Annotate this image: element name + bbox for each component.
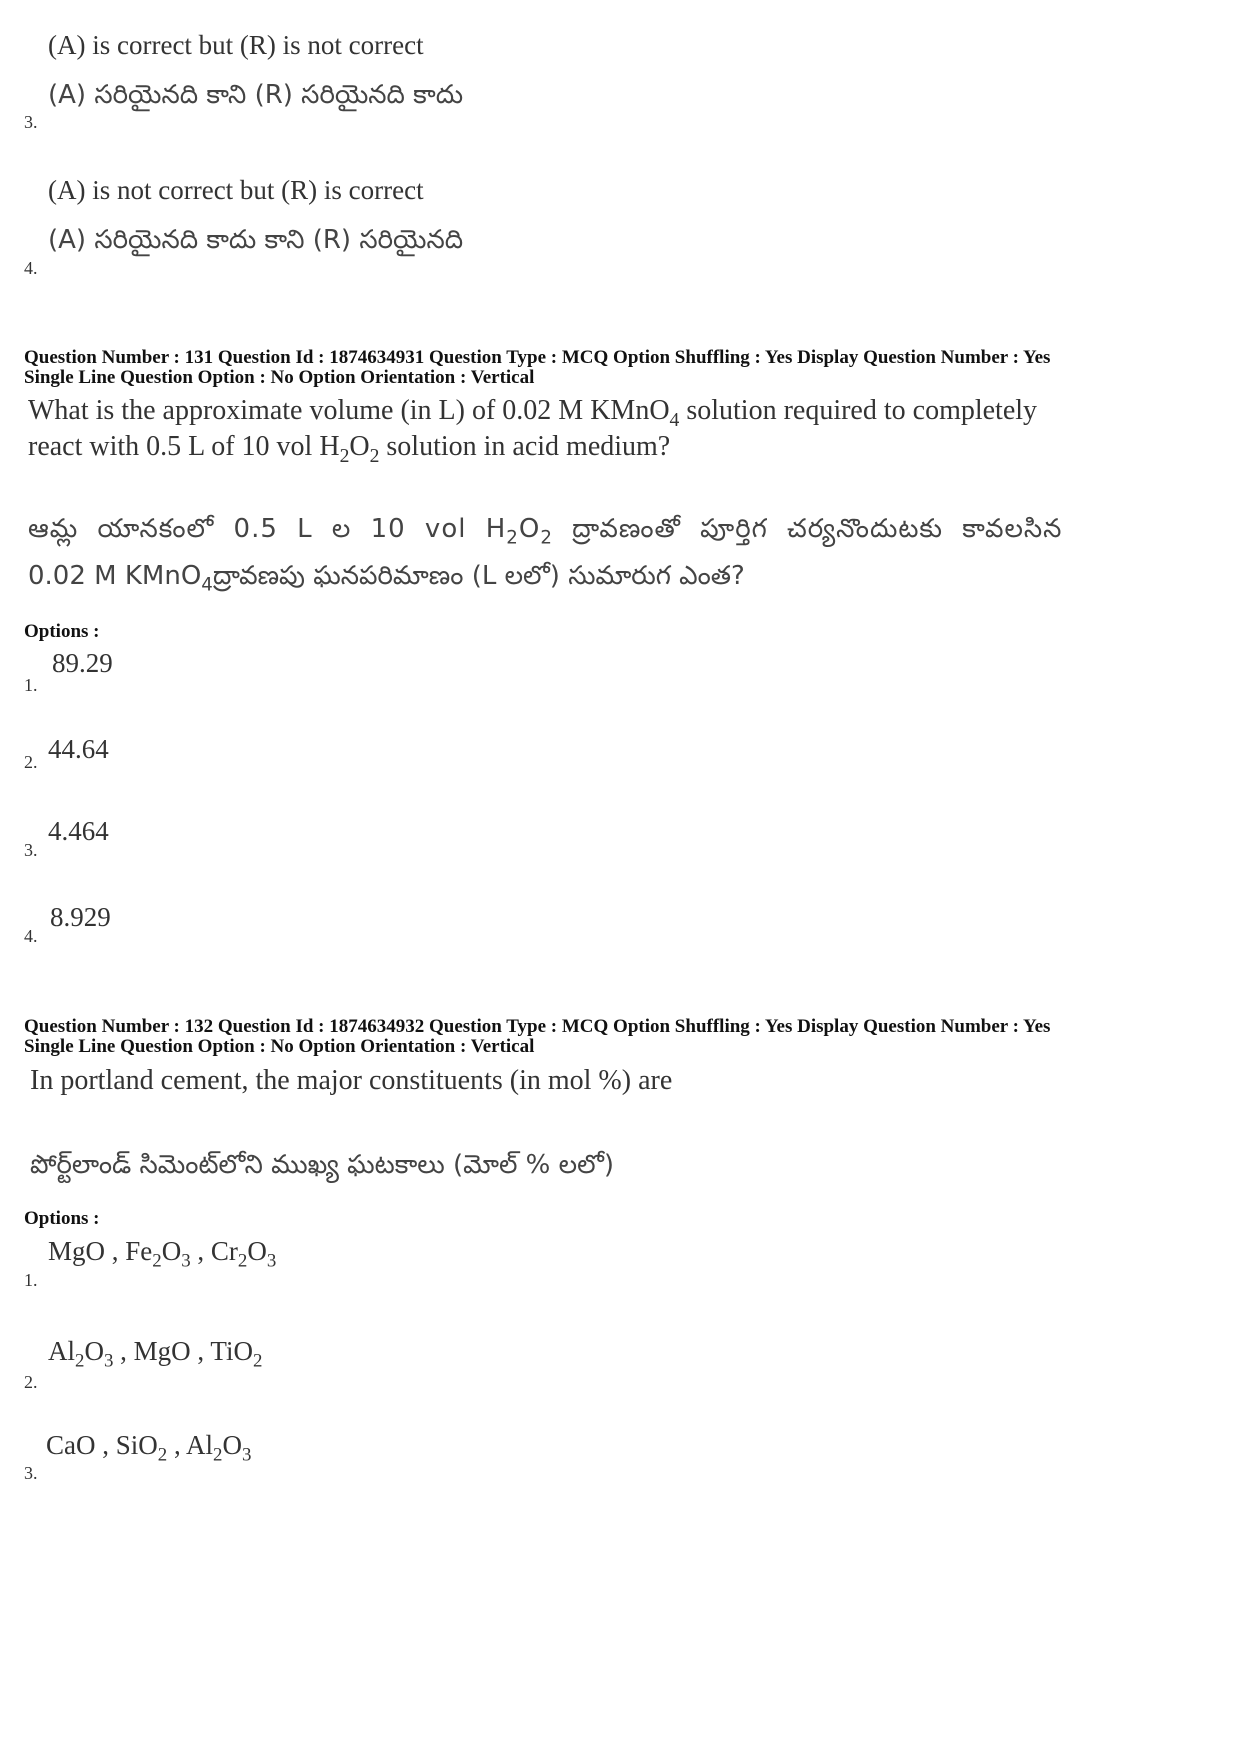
q132-option-2-text: $Al_2O_3$ , MgO , TiO$_2$ [48,1336,263,1372]
q131-option-1-number: 1. [24,675,38,695]
q131-option-1-text: 89.29 [52,648,113,678]
prev-option-4-english: (A) is not correct but (R) is correct [48,175,424,205]
prev-option-3-telugu: (A) సరియైనది కాని (R) సరియైనది కాదు [48,80,464,110]
q131-english-line2: react with 0.5 L of 10 vol $H_2O_2$ solution in acid medium? [28,431,671,467]
q132-telugu: పోర్ట్‌లాండ్ సిమెంట్‌లోని ముఖ్య ఘటకాలు (మోల్ % లలో) [30,1150,614,1180]
q131-telugu-line1: ఆమ్ల యానకంలో 0.5 L ల 10 vol $H_2O_2$ ద్రావణంతో పూర్తిగ చర్యనొందుటకు కావలసిన [28,514,1063,549]
q131-option-4-number: 4. [24,926,38,946]
q132-option-2-number: 2. [24,1372,38,1392]
q131-option-3-number: 3. [24,840,38,860]
q132-option-3-text: CaO , SiO$_2$ , $Al_2O_3$ [46,1430,252,1466]
q131-option-4-text: 8.929 [50,902,111,932]
q132-meta-line1: Question Number : 132 Question Id : 1874634932 Question Type : MCQ Option Shuffling : Yes Display Question Number : Yes [24,1016,1051,1037]
q132-meta-line2: Single Line Question Option : No Option Orientation : Vertical [24,1036,535,1057]
q131-meta-line2: Single Line Question Option : No Option Orientation : Vertical [24,367,535,388]
q131-english-line1: What is the approximate volume (in L) of 0.02 M KMnO$_4$ solution required to completely [28,395,1038,431]
prev-option-3-english: (A) is correct but (R) is not correct [48,30,424,60]
q131-option-3-text: 4.464 [48,816,109,846]
q132-english: In portland cement, the major constituents (in mol %) are [30,1065,673,1096]
q132-option-1-text: MgO , $Fe_2O_3$ , $Cr_2O_3$ [48,1236,277,1272]
q131-option-2-text: 44.64 [48,734,109,764]
q131-telugu-line2: 0.02 M KMnO$_4$ద్రావణపు ఘనపరిమాణం (L లలో) సుమారుగ ఎంత? [28,561,745,596]
q132-option-1-number: 1. [24,1270,38,1290]
q131-option-2-number: 2. [24,752,38,772]
prev-option-4-telugu: (A) సరియైనది కాదు కాని (R) సరియైనది [48,225,464,255]
prev-option-4-number: 4. [24,258,38,278]
q131-meta-line1: Question Number : 131 Question Id : 1874634931 Question Type : MCQ Option Shuffling : Yes Display Question Number : Yes [24,347,1051,368]
q131-options-label: Options : [24,621,100,642]
q132-option-3-number: 3. [24,1463,38,1483]
q132-options-label: Options : [24,1208,100,1229]
prev-option-3-number: 3. [24,112,38,132]
